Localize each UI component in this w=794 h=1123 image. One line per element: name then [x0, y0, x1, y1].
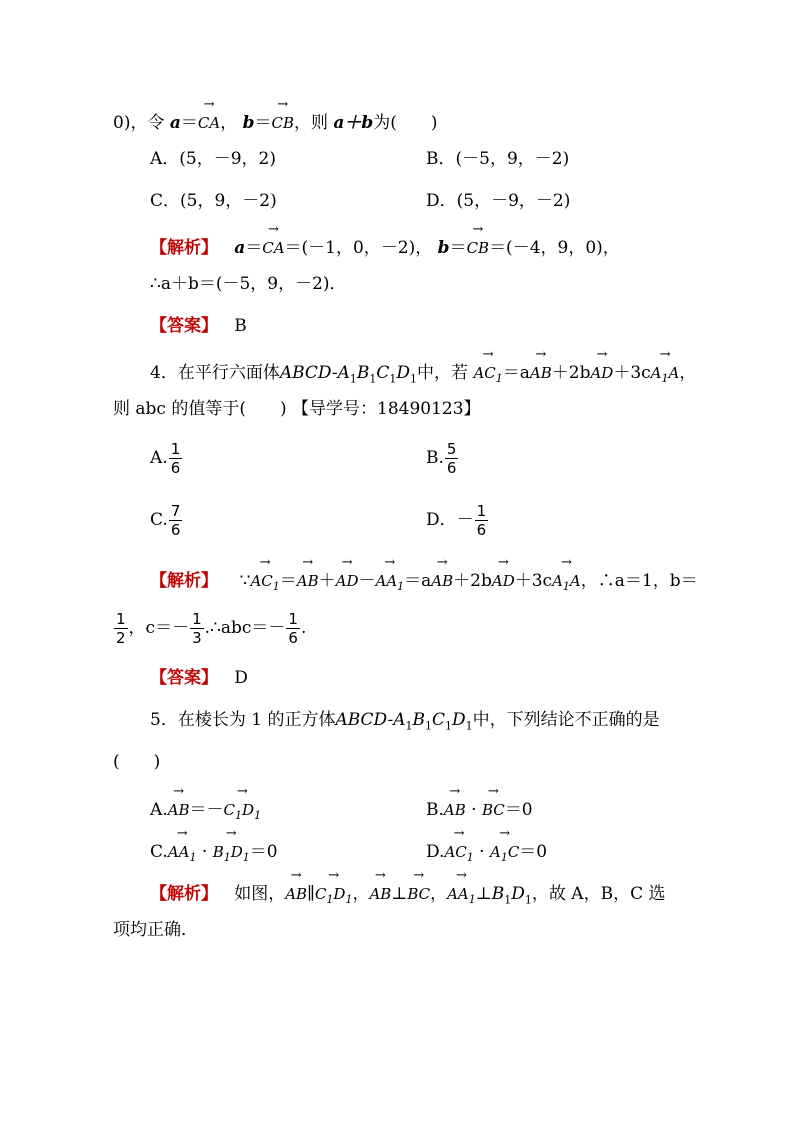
- q5-option-a: $A.\to AB=-\to C_1D_1$: [150, 792, 261, 828]
- q3-option-a: A．(5，－9，2): [150, 149, 276, 169]
- q4-option-b: B. $\frac{5}{6}$: [426, 440, 457, 477]
- q4-stem-line2: 则 abc 的值等于( ) 【导学号：18490123】: [113, 399, 481, 419]
- analysis-tag: 【解析】: [150, 884, 218, 904]
- q4-option-a: A. $\frac{1}{6}$: [150, 440, 181, 477]
- q4-answer: 【答案】 D: [150, 668, 248, 688]
- q4-analysis-line2: $\frac{1}{2}$ ，c＝－ $\frac{1}{3}$ .∴abc＝－ $\frac{1}{6}$ .: [116, 610, 307, 647]
- q5-stem: 5．在棱长为 1 的正方体ABCD-$A_1B_1C_1D_1$中，下列结论不正确的是: [150, 710, 660, 733]
- q5-stem-line2: ( ): [113, 752, 161, 772]
- answer-tag: 【答案】: [150, 316, 218, 336]
- q4-option-c: C. $\frac{7}{6}$: [150, 502, 181, 539]
- q3-analysis-line2: ∴a＋b＝(－5，9，－2)．: [150, 274, 347, 294]
- q5-analysis-line2: 项均正确．: [113, 920, 198, 940]
- q3-stem: 0)，令 a＝→ CA， b＝→ CB，则 a＋b为( ): [113, 105, 438, 135]
- q4-option-d: D．－ $\frac{1}{6}$: [426, 502, 487, 539]
- q4-stem: 4．在平行六面体ABCD-$A_1B_1C_1D_1$中，若 → $AC_1=a\to AB+2b\to AD+3c\to A_1A$，: [150, 355, 696, 391]
- analysis-tag: 【解析】: [150, 571, 218, 591]
- q3-option-c: C．(5，9，－2): [150, 191, 277, 211]
- q3-option-d: D．(5，－9，－2): [426, 191, 571, 211]
- q3-answer: 【答案】 B: [150, 316, 247, 336]
- q5-option-b: B.→ AB · → BC＝0: [426, 792, 533, 822]
- q3-analysis: 【解析】 a＝→ CA＝(－1，0，－2)， b＝→ CB＝(－4，9，0)，: [150, 230, 620, 260]
- analysis-tag: 【解析】: [150, 238, 218, 258]
- q3-option-b: B．(－5，9，－2): [426, 149, 570, 169]
- q5-option-c: $C.\to AA_1$ · → $B_1D_1=0$: [150, 834, 278, 870]
- q5-option-d: $D.\to AC_1$ · → $A_1C=0$: [426, 834, 547, 870]
- answer-tag: 【答案】: [150, 668, 218, 688]
- q4-analysis: 【解析】 ∵→ $AC_1=\to AB+\to AD-\to AA_1=a\to AB+2b\to AD+3c\to A_1A$，∴a＝1，b＝: [150, 563, 698, 599]
- q5-analysis: 【解析】 如图，→ AB∥→ $C_1D_1$，→ AB⊥→ BC，→ $AA_1\perp B_1D_1$，故 A，B，C 选: [150, 876, 666, 912]
